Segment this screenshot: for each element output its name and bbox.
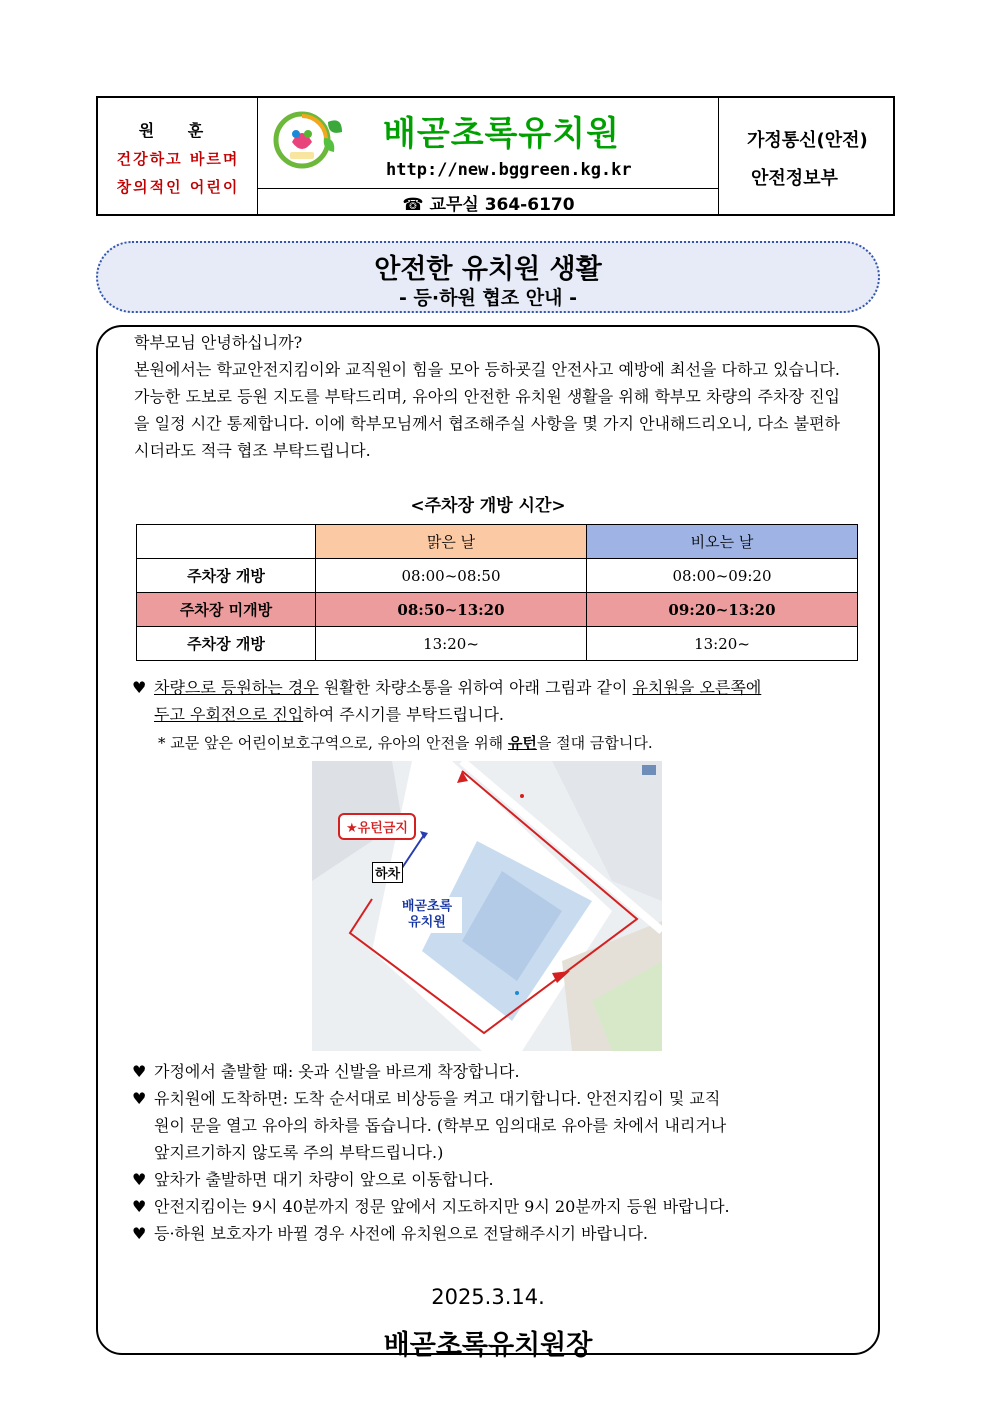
map-logo-icon [642,765,656,775]
heart-icon: ♥ [132,1224,147,1243]
vehicle-notice-part2: 원활한 차량소통을 위하여 아래 그림과 같이 [318,678,633,697]
table-row [137,627,858,661]
motto-title: 원 훈 [138,121,218,140]
row-label: 주차장 개방 [137,559,316,593]
heart-icon: ♥ [132,678,147,697]
list-item [132,1166,844,1193]
kindergarten-map-label-line1: 배곧초록 [401,899,453,914]
route-map [312,761,662,1051]
principal-signature: 배곧초록유치원장 [383,1330,593,1361]
rainy-time: 09:20~13:20 [587,593,858,627]
letter-type: 가정통신(안전) [747,130,868,151]
header-rainy: 비오는 날 [587,525,858,559]
uturn-note [132,730,844,757]
list-item [132,1220,844,1247]
sunny-time: 13:20~ [316,627,587,661]
document-date: 2025.3.14. [431,1285,545,1309]
letter-info-cell [719,98,893,214]
table-row [137,559,858,593]
route-map-graphic [312,761,662,1051]
parking-hours-table [136,524,858,661]
kindergarten-map-label [392,897,462,933]
list-item [132,1085,844,1166]
page-title: 안전한 유치원 생활 [374,254,602,285]
content-box [96,325,880,1361]
kindergarten-url[interactable]: http://new.bggreen.kg.kr [386,160,632,180]
list-item [132,1058,844,1085]
intro-paragraph: 본원에서는 학교안전지킴이와 교직원이 힘을 모아 등하굣길 안전사고 예방에 최선을 다하고 있습니다. 가능한 도보로 등원 지도를 부탁드리며, 유아의 안전한 유치원 생활을 위해 학부모 차량의 주차장 진입을 일정 시간 통제합니다. 이에 학부모님께서 협조해주실 사항을 몇 가지 안내해드리오니, 다소 불편하시더라도 적극 협조 부탁드립니다. [134,360,840,460]
header-table [96,96,895,216]
sunny-time: 08:00~08:50 [316,559,587,593]
divider [258,188,719,189]
bullet-text: 등·하원 보호자가 바뀔 경우 사전에 유치원으로 전달해주시기 바랍니다. [154,1224,648,1243]
vehicle-notice-part1: 차량으로 등원하는 경우 [154,678,319,697]
title-banner [96,241,880,313]
vehicle-notice-part3: 유치원을 오른쪽에 [632,678,762,697]
list-item [132,1193,844,1220]
kindergarten-phone: ☎ 교무실 364-6170 [402,195,575,215]
row-label: 주차장 개방 [137,627,316,661]
map-marker-icon [515,991,519,995]
parking-section-title: <주차장 개방 시간> [410,496,566,516]
heart-icon: ♥ [132,1089,147,1108]
heart-icon: ♥ [132,1197,147,1216]
table-row [137,593,858,627]
row-label: 주차장 미개방 [137,593,316,627]
rainy-time: 13:20~ [587,627,858,661]
bullet-text: 앞차가 출발하면 대기 차량이 앞으로 이동합니다. [154,1170,494,1189]
greeting: 학부모님 안녕하십니까? [134,333,303,352]
uturn-note-b: 유턴 [507,734,537,752]
table-header-row [137,525,858,559]
kindergarten-map-label-line2: 유치원 [408,915,446,930]
table-corner-cell [137,525,316,559]
vehicle-notice [132,674,844,728]
dropoff-label: 하차 [372,862,403,883]
kindergarten-info-cell [258,98,719,214]
kindergarten-name: 배곧초록유치원 [383,114,620,154]
no-uturn-label: ★유턴금지 [338,813,416,840]
bullet-text: 유치원에 도착하면: 도착 순서대로 비상등을 켜고 대기합니다. 안전지킴이 및 교직 [154,1089,721,1108]
heart-icon: ♥ [132,1062,147,1081]
motto-line-2: 창의적인 어린이 [116,178,240,196]
motto-cell [98,98,258,214]
sunny-time: 08:50~13:20 [316,593,587,627]
kindergarten-logo [268,108,348,172]
heart-icon: ♥ [132,1170,147,1189]
bullet-text-cont: 원이 문을 열고 유아의 하차를 돕습니다. (학부모 임의대로 유아를 차에서 내리거나 [154,1116,727,1135]
uturn-note-c: 을 절대 금합니다. [536,734,653,752]
bullet-text-cont: 앞지르기하지 않도록 주의 부탁드립니다.) [154,1143,444,1162]
map-marker-icon [520,794,524,798]
page-subtitle: - 등·하원 협조 안내 - [399,287,577,309]
vehicle-notice-part4: 두고 우회전으로 진입 [154,705,304,724]
department: 안전정보부 [751,168,838,189]
motto-line-1: 건강하고 바르며 [116,150,240,168]
bullet-text: 가정에서 출발할 때: 옷과 신발을 바르게 착장합니다. [154,1062,520,1081]
rainy-time: 08:00~09:20 [587,559,858,593]
header-sunny: 맑은 날 [316,525,587,559]
vehicle-notice-part5: 하여 주시기를 부탁드립니다. [303,705,505,724]
uturn-note-a: * 교문 앞은 어린이보호구역으로, 유아의 안전을 위해 [158,734,508,752]
bullet-text: 안전지킴이는 9시 40분까지 정문 앞에서 지도하지만 9시 20분까지 등원 바랍니다. [154,1197,730,1216]
